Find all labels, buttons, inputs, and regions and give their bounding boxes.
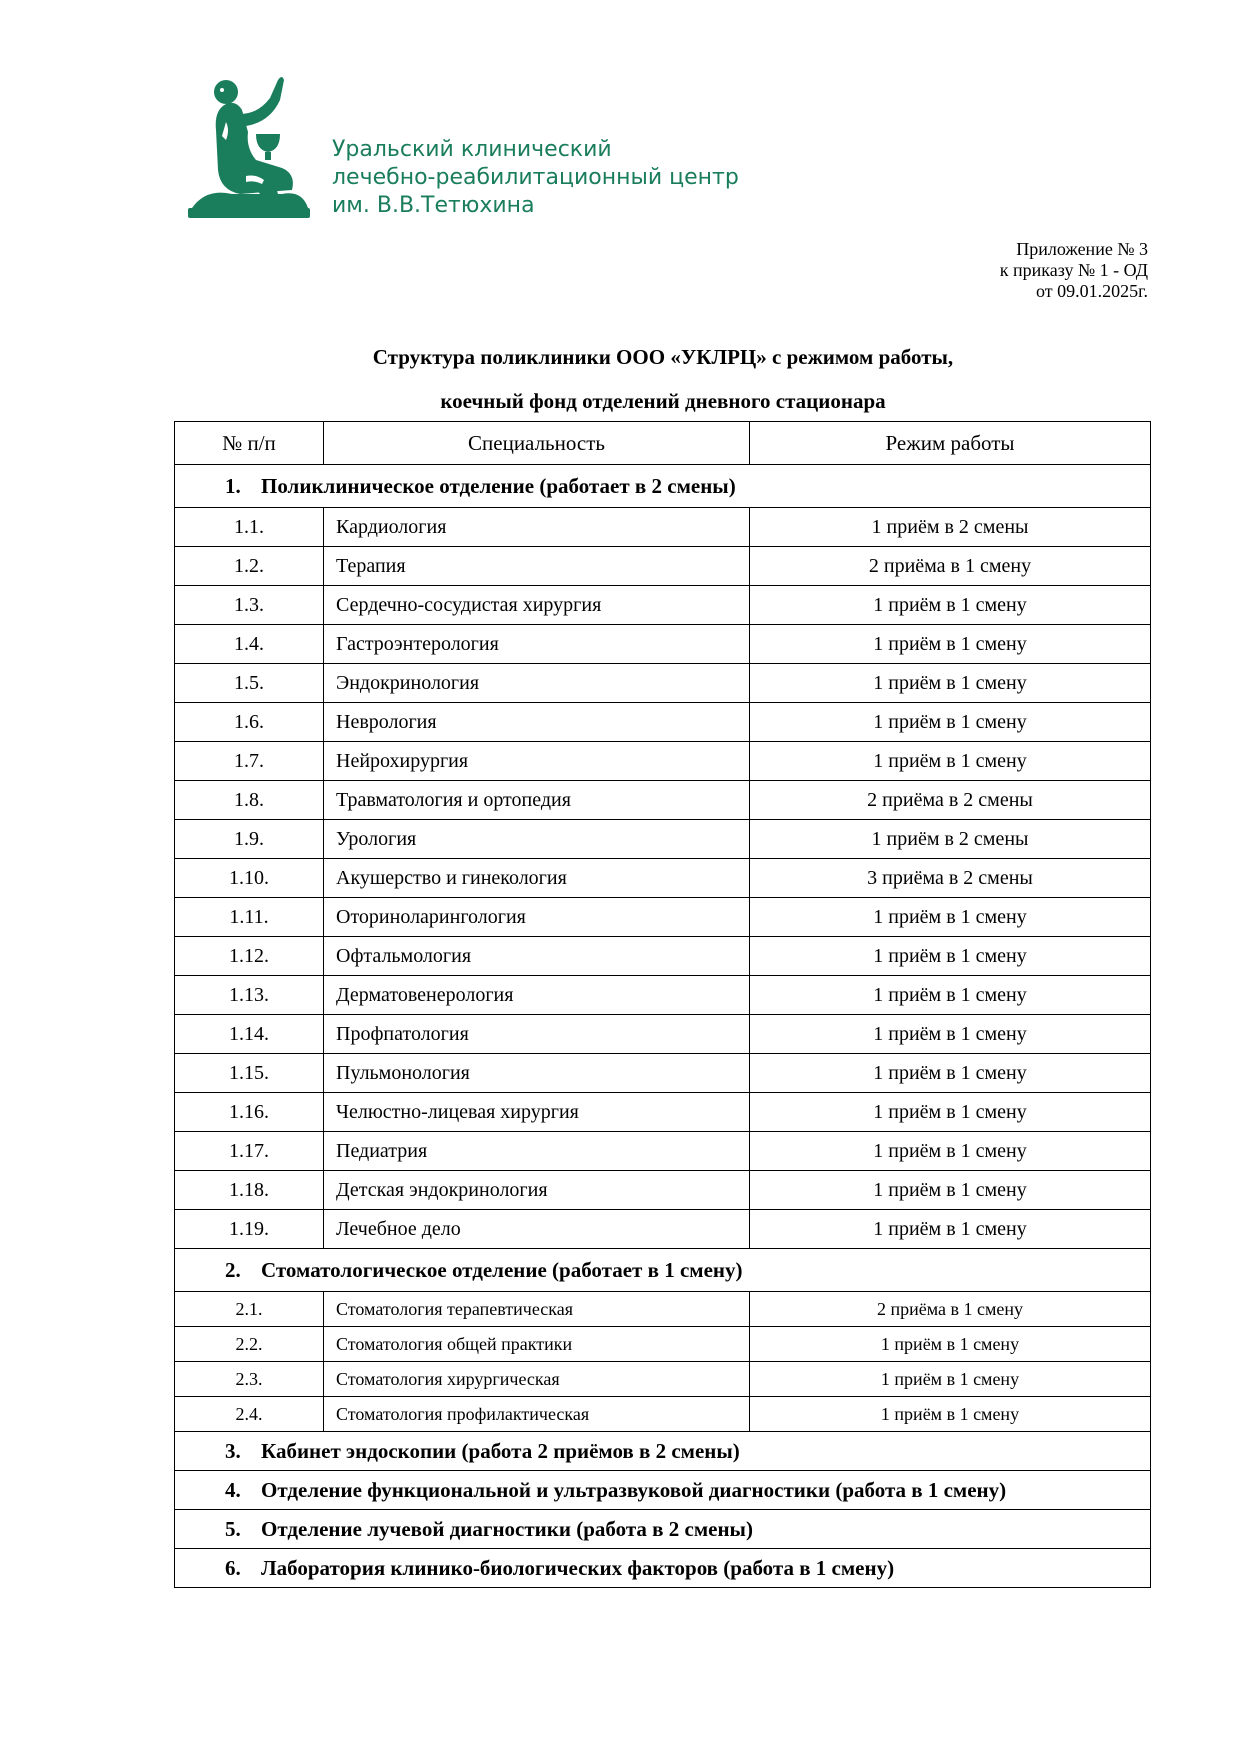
specialty-cell: Сердечно-сосудистая хирургия [324, 586, 750, 625]
work-mode-cell: 1 приём в 1 смену [750, 976, 1151, 1015]
column-header-work-mode: Режим работы [750, 422, 1151, 465]
table-row [175, 820, 1151, 859]
work-mode-cell: 1 приём в 1 смену [750, 1397, 1151, 1432]
organization-name-line: Уральский клинический [332, 137, 612, 162]
specialty-cell: Челюстно-лицевая хирургия [324, 1093, 750, 1132]
work-mode-cell: 1 приём в 1 смену [750, 586, 1151, 625]
section-number: 1. [225, 473, 241, 498]
work-mode-cell: 1 приём в 2 смены [750, 508, 1151, 547]
work-mode-cell: 1 приём в 1 смену [750, 1210, 1151, 1249]
table-row [175, 937, 1151, 976]
section-row [175, 1249, 1151, 1292]
table-row [175, 898, 1151, 937]
row-number-cell: 1.16. [175, 1093, 324, 1132]
specialty-cell: Травматология и ортопедия [324, 781, 750, 820]
section-row [175, 1549, 1151, 1588]
table-row [175, 625, 1151, 664]
document-title [0, 335, 1241, 423]
work-mode-cell: 1 приём в 1 смену [750, 1015, 1151, 1054]
row-number-cell: 1.8. [175, 781, 324, 820]
column-header-number: № п/п [175, 422, 324, 465]
appendix-reference [1000, 239, 1148, 302]
specialty-cell: Акушерство и гинекология [324, 859, 750, 898]
table-row [175, 547, 1151, 586]
row-number-cell: 1.4. [175, 625, 324, 664]
section-title: Стоматологическое отделение (работает в 1 смену) [261, 1257, 743, 1282]
order-reference: к приказу № 1 - ОД [999, 260, 1148, 280]
row-number-cell: 1.7. [175, 742, 324, 781]
row-number-cell: 2.4. [175, 1397, 324, 1432]
specialty-cell: Профпатология [324, 1015, 750, 1054]
specialty-cell: Урология [324, 820, 750, 859]
table-row [175, 1210, 1151, 1249]
specialty-cell: Стоматология профилактическая [324, 1397, 750, 1432]
work-mode-cell: 1 приём в 1 смену [750, 1362, 1151, 1397]
specialty-cell: Терапия [324, 547, 750, 586]
row-number-cell: 1.15. [175, 1054, 324, 1093]
work-mode-cell: 1 приём в 1 смену [750, 937, 1151, 976]
table-row [175, 508, 1151, 547]
row-number-cell: 2.2. [175, 1327, 324, 1362]
section-title: Отделение лучевой диагностики (работа в 2 смены) [261, 1516, 753, 1541]
section-row [175, 1432, 1151, 1471]
table-row [175, 1397, 1151, 1432]
table-row [175, 1054, 1151, 1093]
row-number-cell: 1.6. [175, 703, 324, 742]
work-mode-cell: 1 приём в 1 смену [750, 703, 1151, 742]
row-number-cell: 1.1. [175, 508, 324, 547]
table-row [175, 1093, 1151, 1132]
table-row [175, 742, 1151, 781]
section-title: Отделение функциональной и ультразвуковой диагностики (работа в 1 смену) [261, 1477, 1007, 1502]
section-title-cell [175, 1549, 1151, 1588]
section-title-cell [175, 1432, 1151, 1471]
work-mode-cell: 1 приём в 1 смену [750, 1093, 1151, 1132]
specialty-cell: Офтальмология [324, 937, 750, 976]
work-mode-cell: 1 приём в 1 смену [750, 898, 1151, 937]
clinic-structure-table [174, 421, 1151, 1588]
row-number-cell: 1.5. [175, 664, 324, 703]
row-number-cell: 1.2. [175, 547, 324, 586]
section-title: Лаборатория клинико-биологических факторов (работа в 1 смену) [261, 1555, 895, 1580]
table-row [175, 1327, 1151, 1362]
section-title: Кабинет эндоскопии (работа 2 приёмов в 2 смены) [261, 1438, 740, 1463]
section-title-cell [175, 1510, 1151, 1549]
section-title: Поликлиническое отделение (работает в 2 смены) [261, 473, 736, 498]
row-number-cell: 1.12. [175, 937, 324, 976]
organization-name-line: им. В.В.Тетюхина [332, 193, 535, 218]
appendix-number: Приложение № 3 [1016, 239, 1148, 259]
table-row [175, 664, 1151, 703]
specialty-cell: Стоматология терапевтическая [324, 1292, 750, 1327]
section-number: 5. [225, 1516, 241, 1541]
row-number-cell: 1.18. [175, 1171, 324, 1210]
organization-name [332, 136, 739, 220]
table-row [175, 781, 1151, 820]
section-number: 2. [225, 1257, 241, 1282]
document-title-line-2: коечный фонд отделений дневного стационара [440, 389, 886, 413]
work-mode-cell: 1 приём в 1 смену [750, 1132, 1151, 1171]
row-number-cell: 1.13. [175, 976, 324, 1015]
row-number-cell: 1.3. [175, 586, 324, 625]
section-number: 4. [225, 1477, 241, 1502]
work-mode-cell: 2 приёма в 1 смену [750, 547, 1151, 586]
work-mode-cell: 1 приём в 1 смену [750, 1054, 1151, 1093]
specialty-cell: Дерматовенерология [324, 976, 750, 1015]
table-row [175, 703, 1151, 742]
section-title-cell [175, 1249, 1151, 1292]
table-row [175, 586, 1151, 625]
specialty-cell: Пульмонология [324, 1054, 750, 1093]
table-row [175, 1292, 1151, 1327]
work-mode-cell: 1 приём в 2 смены [750, 820, 1151, 859]
table-header-row [175, 422, 1151, 465]
row-number-cell: 1.17. [175, 1132, 324, 1171]
row-number-cell: 2.3. [175, 1362, 324, 1397]
table-row [175, 976, 1151, 1015]
specialty-cell: Оториноларингология [324, 898, 750, 937]
specialty-cell: Эндокринология [324, 664, 750, 703]
specialty-cell: Гастроэнтерология [324, 625, 750, 664]
work-mode-cell: 1 приём в 1 смену [750, 664, 1151, 703]
section-row [175, 1510, 1151, 1549]
row-number-cell: 1.11. [175, 898, 324, 937]
table-row [175, 1015, 1151, 1054]
row-number-cell: 1.9. [175, 820, 324, 859]
table-row [175, 859, 1151, 898]
table-row [175, 1171, 1151, 1210]
specialty-cell: Кардиология [324, 508, 750, 547]
row-number-cell: 1.19. [175, 1210, 324, 1249]
specialty-cell: Неврология [324, 703, 750, 742]
table-row [175, 1362, 1151, 1397]
row-number-cell: 1.14. [175, 1015, 324, 1054]
work-mode-cell: 1 приём в 1 смену [750, 1327, 1151, 1362]
work-mode-cell: 1 приём в 1 смену [750, 742, 1151, 781]
organization-name-line: лечебно-реабилитационный центр [332, 165, 739, 190]
order-date: от 09.01.2025г. [1036, 281, 1148, 301]
row-number-cell: 1.10. [175, 859, 324, 898]
work-mode-cell: 1 приём в 1 смену [750, 625, 1151, 664]
work-mode-cell: 1 приём в 1 смену [750, 1171, 1151, 1210]
specialty-cell: Лечебное дело [324, 1210, 750, 1249]
section-row [175, 465, 1151, 508]
work-mode-cell: 3 приёма в 2 смены [750, 859, 1151, 898]
work-mode-cell: 2 приёма в 2 смены [750, 781, 1151, 820]
specialty-cell: Нейрохирургия [324, 742, 750, 781]
specialty-cell: Детская эндокринология [324, 1171, 750, 1210]
section-title-cell [175, 465, 1151, 508]
row-number-cell: 2.1. [175, 1292, 324, 1327]
column-header-specialty: Специальность [324, 422, 750, 465]
section-number: 3. [225, 1438, 241, 1463]
specialty-cell: Стоматология общей практики [324, 1327, 750, 1362]
seated-figure-statue-emblem-icon [186, 70, 316, 222]
table-row [175, 1132, 1151, 1171]
specialty-cell: Стоматология хирургическая [324, 1362, 750, 1397]
section-number: 6. [225, 1555, 241, 1580]
section-title-cell [175, 1471, 1151, 1510]
section-row [175, 1471, 1151, 1510]
work-mode-cell: 2 приёма в 1 смену [750, 1292, 1151, 1327]
specialty-cell: Педиатрия [324, 1132, 750, 1171]
document-title-line-1: Структура поликлиники ООО «УКЛРЦ» с режимом работы, [372, 345, 954, 369]
